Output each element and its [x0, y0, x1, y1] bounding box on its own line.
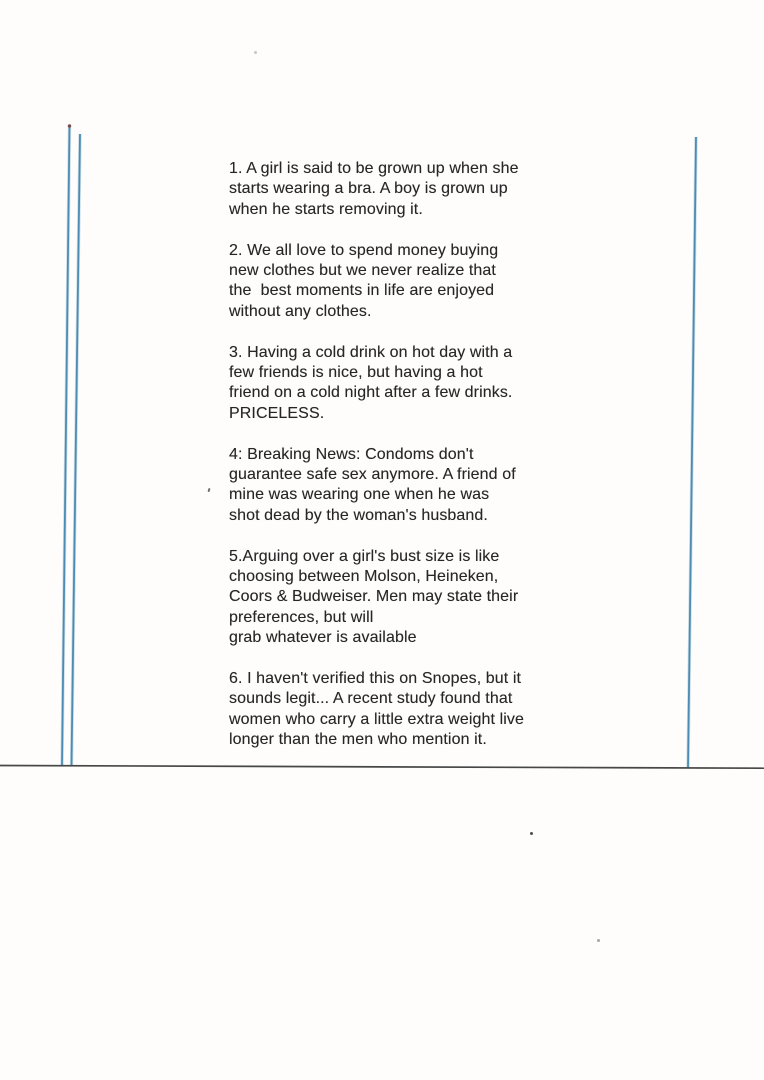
text-line: few friends is nice, but having a hot [229, 364, 483, 382]
scan-speck [207, 488, 210, 492]
jokes-text-block [229, 159, 559, 771]
text-line: 6. I haven't verified this on Snopes, but it [229, 670, 522, 688]
joke-item-2 [229, 241, 559, 323]
text-line: longer than the men who mention it. [229, 731, 487, 749]
scan-speck [597, 939, 600, 942]
joke-item-1 [229, 159, 559, 220]
right-margin-line [688, 137, 696, 768]
text-line: preferences, but will [229, 608, 374, 626]
right-margin-line-halo [688, 137, 696, 768]
line-top-dot [68, 124, 71, 127]
left-margin-line-inner-halo [72, 134, 81, 765]
text-line: mine was wearing one when he was [229, 486, 490, 504]
text-line: 4: Breaking News: Condoms don't [229, 445, 474, 463]
left-margin-line-inner [72, 134, 81, 765]
scan-speck [254, 51, 257, 54]
left-margin-line-outer-halo [62, 125, 70, 765]
joke-item-5 [229, 547, 559, 649]
left-margin-line-outer [62, 125, 70, 765]
joke-item-3 [229, 343, 559, 425]
text-line: 2. We all love to spend money buying [229, 241, 499, 259]
joke-item-6 [229, 669, 559, 751]
text-line: choosing between Molson, Heineken, [229, 568, 499, 586]
text-line: Coors & Budweiser. Men may state their [229, 588, 519, 606]
text-line: starts wearing a bra. A boy is grown up [229, 180, 508, 198]
text-line: PRICELESS. [229, 404, 325, 422]
text-line: the best moments in life are enjoyed [229, 282, 495, 300]
scan-speck [530, 832, 533, 835]
text-line: without any clothes. [229, 302, 372, 320]
text-line: 3. Having a cold drink on hot day with a [229, 343, 513, 361]
joke-item-4 [229, 445, 559, 527]
text-line: new clothes but we never realize that [229, 262, 496, 280]
text-line: guarantee safe sex anymore. A friend of [229, 466, 516, 484]
text-line: when he starts removing it. [229, 200, 423, 218]
text-line: shot dead by the woman's husband. [229, 506, 488, 524]
text-line: grab whatever is available [229, 629, 417, 647]
text-line: 1. A girl is said to be grown up when she [229, 160, 519, 177]
text-line: women who carry a little extra weight live [229, 710, 524, 728]
text-line: sounds legit... A recent study found that [229, 690, 513, 708]
text-line: friend on a cold night after a few drinks. [229, 384, 513, 402]
text-line: 5.Arguing over a girl's bust size is like [229, 547, 500, 565]
